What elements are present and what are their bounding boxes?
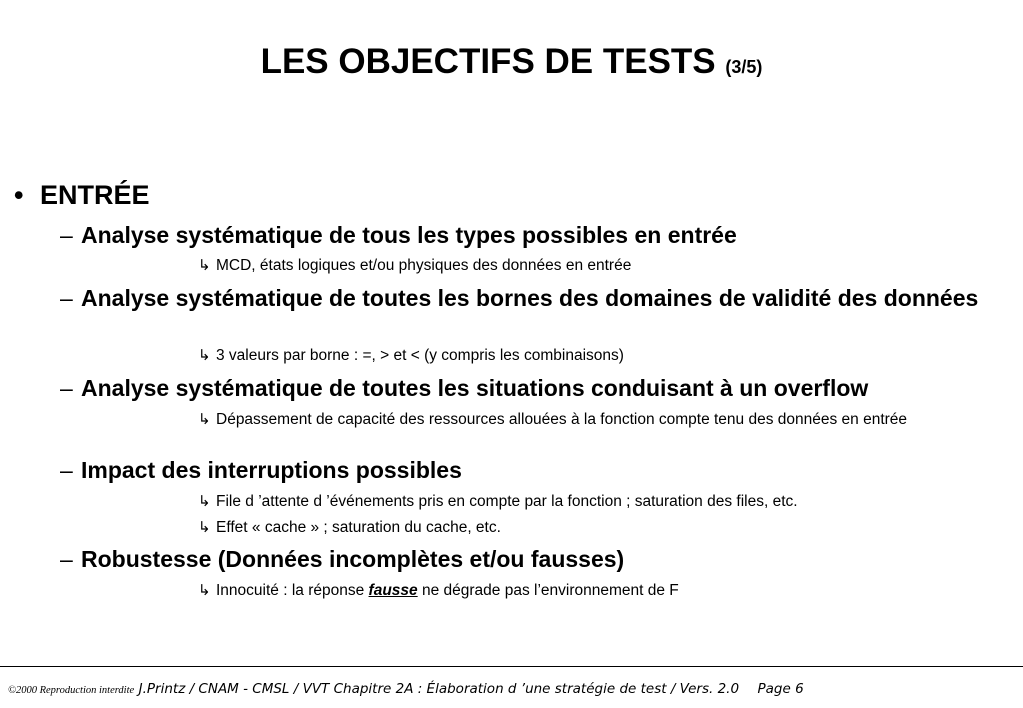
sub-item-text: File d ’attente d ’événements pris en compte par la fonction ; saturation des files, etc. [216, 493, 798, 510]
sub-item-text [216, 581, 988, 600]
arrow-icon: ↳ [198, 519, 211, 536]
page-number: Page 6 [757, 681, 804, 697]
sub-item-text: Effet « cache » ; saturation du cache, etc. [216, 519, 501, 536]
footer [8, 680, 804, 698]
dash-icon: – [60, 375, 73, 401]
sub-item [198, 410, 988, 429]
footer-copyright: ©2000 Reproduction interdite [8, 685, 135, 696]
footer-text: J.Printz / CNAM - CMSL / VVT Chapitre 2A : Élaboration d ’une stratégie de test / Vers. 2.0 [138, 681, 740, 697]
slide-title [0, 40, 1023, 89]
dash-icon: – [60, 546, 73, 572]
item-text: Impact des interruptions possibles [81, 457, 462, 483]
section-heading [14, 178, 150, 212]
arrow-icon: ↳ [198, 582, 211, 599]
list-item [60, 375, 1010, 402]
list-item [60, 546, 1010, 573]
sub-item-text: Dépassement de capacité des ressources allouées à la fonction compte tenu des données en entrée [216, 411, 908, 428]
title-main: LES OBJECTIFS DE TESTS [260, 42, 716, 81]
dash-icon: – [60, 222, 73, 248]
arrow-icon: ↳ [198, 347, 211, 364]
title-part-indicator: (3/5) [725, 57, 763, 77]
arrow-icon: ↳ [198, 411, 211, 428]
dash-icon: – [60, 285, 73, 311]
emphasized-word: fausse [368, 582, 418, 599]
item-text: Analyse systématique de tous les types possibles en entrée [81, 222, 737, 248]
sub-text-after: ne dégrade pas l’environnement de F [417, 582, 679, 599]
sub-item-text: 3 valeurs par borne : =, > et < (y compris les combinaisons) [216, 347, 624, 364]
item-text: Analyse systématique de toutes les bornes des domaines de validité des données [81, 285, 979, 311]
sub-item [198, 346, 988, 365]
sub-item [198, 581, 988, 600]
sub-item-text: MCD, états logiques et/ou physiques des données en entrée [216, 257, 632, 274]
sub-text-before: Innocuité : la réponse [216, 582, 369, 599]
dash-icon: – [60, 457, 73, 483]
item-text: Robustesse (Données incomplètes et/ou fausses) [81, 546, 625, 572]
list-item [60, 285, 1010, 312]
arrow-icon: ↳ [198, 493, 211, 510]
section-label: ENTRÉE [40, 180, 150, 210]
arrow-icon: ↳ [198, 257, 211, 274]
sub-item [198, 518, 988, 537]
list-item [60, 222, 1010, 249]
sub-item [198, 492, 988, 511]
item-text: Analyse systématique de toutes les situations conduisant à un overflow [81, 375, 869, 401]
sub-item [198, 256, 988, 275]
bullet-icon: • [14, 180, 24, 210]
list-item [60, 457, 1010, 484]
footer-divider [0, 666, 1023, 667]
